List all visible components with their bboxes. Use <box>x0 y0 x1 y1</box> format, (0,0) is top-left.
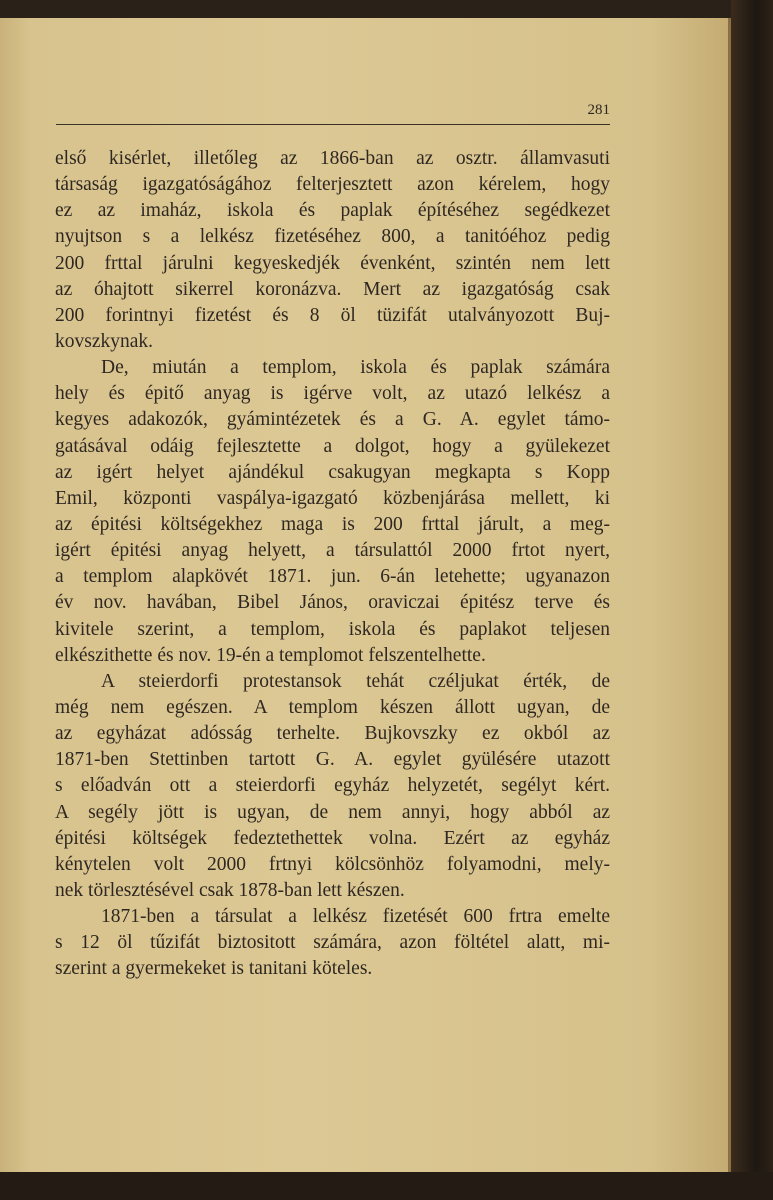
book-binding <box>731 0 773 1200</box>
scan-background <box>0 1172 773 1200</box>
text-line: Emil, központi vaspálya-igazgató közbenjárása mellett, ki <box>55 487 610 509</box>
page-body-text <box>55 146 610 983</box>
text-line: nyujtson s a lelkész fizetéséhez 800, a tanitóéhoz pedig <box>55 226 610 248</box>
text-line: társaság igazgatóságához felterjesztett azon kérelem, hogy <box>55 174 610 196</box>
text-line: 1871-ben a társulat a lelkész fizetését 600 frtra emelte <box>101 906 610 928</box>
text-line: igért épitési anyag helyett, a társulattól 2000 frtot nyert, <box>55 540 610 562</box>
text-line: az épitési költségekhez maga is 200 frttal járult, a meg- <box>55 513 610 535</box>
text-line: még nem egészen. A templom készen állott ugyan, de <box>55 696 610 718</box>
paragraph <box>55 904 610 982</box>
text-line: az óhajtott sikerrel koronázva. Mert az igazgatóság csak <box>55 278 610 300</box>
text-line: kénytelen volt 2000 frtnyi kölcsönhöz folyamodni, mely- <box>55 853 610 875</box>
text-line: nek törlesztésével csak 1878-ban lett készen. <box>55 879 405 901</box>
text-line: 1871-ben Stettinben tartott G. A. egylet gyülésére utazott <box>55 749 610 771</box>
page-number: 281 <box>587 102 610 118</box>
text-line: kovszkynak. <box>55 330 154 352</box>
text-line: hely és épitő anyag is igérve volt, az utazó lelkész a <box>55 383 610 405</box>
text-line: 200 forintnyi fizetést és 8 öl tüzifát utalványozott Buj- <box>55 304 610 326</box>
text-line: az egyházat adósság terhelte. Bujkovszky ez okból az <box>55 723 610 745</box>
paragraph <box>55 146 610 355</box>
text-line: első kisérlet, illetőleg az 1866-ban az osztr. államvasuti <box>55 148 610 169</box>
text-line: 200 frttal járulni kegyeskedjék évenként, szintén nem lett <box>55 252 610 274</box>
text-line: s 12 öl tűzifát biztositott számára, azon föltétel alatt, mi- <box>55 932 610 954</box>
text-line: s előadván ott a steierdorfi egyház helyzetét, segélyt kért. <box>55 775 610 797</box>
paragraph <box>55 669 610 904</box>
page-header <box>56 100 610 125</box>
text-line: szerint a gyermekeket is tanitani köteles. <box>55 958 373 980</box>
paragraph <box>55 355 610 669</box>
text-line: A steierdorfi protestansok tehát czéljukat érték, de <box>101 670 610 692</box>
text-line: De, miután a templom, iskola és paplak számára <box>101 357 610 379</box>
text-line: az igért helyet ajándékul csakugyan megkapta s Kopp <box>55 461 610 483</box>
text-line: év nov. havában, Bibel János, oraviczai épitész terve és <box>55 592 610 614</box>
text-line: A segély jött is ugyan, de nem annyi, hogy abból az <box>55 801 610 823</box>
text-line: a templom alapkövét 1871. jun. 6-án letehette; ugyanazon <box>55 566 610 588</box>
text-line: kivitele szerint, a templom, iskola és paplakot teljesen <box>55 618 610 640</box>
text-line: elkészithette és nov. 19-én a templomot felszentelhette. <box>55 644 486 666</box>
text-line: gatásával odáig fejlesztette a dolgot, hogy a gyülekezet <box>55 435 610 457</box>
text-line: épitési költségek fedeztethettek volna. Ezért az egyház <box>55 827 610 849</box>
text-line: kegyes adakozók, gyámintézetek és a G. A. egylet támo- <box>55 409 610 431</box>
text-line: ez az imaház, iskola és paplak építéséhez segédkezet <box>55 200 610 222</box>
